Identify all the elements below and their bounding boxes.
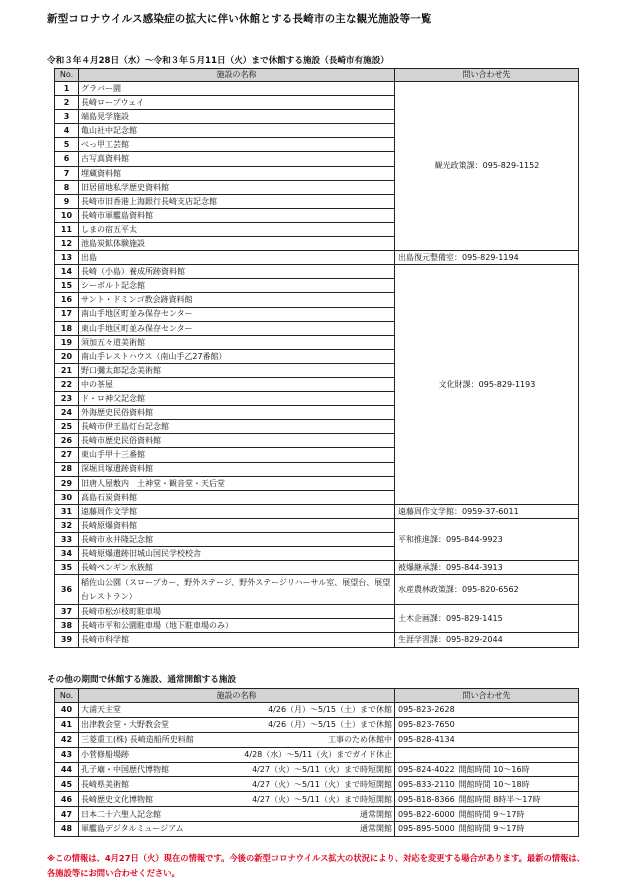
row-number: 48 bbox=[55, 822, 79, 837]
facility-name: 長崎市軍艦島資料館 bbox=[79, 208, 395, 222]
row-number: 46 bbox=[55, 792, 79, 807]
contact-cell: 土木企画課：095-829-1415 bbox=[395, 605, 579, 633]
table-header-row bbox=[55, 689, 579, 703]
facility-row-content bbox=[81, 750, 392, 759]
contact-cell: 生涯学習課：095-829-2044 bbox=[395, 633, 579, 647]
facility-name: シーボルト記念館 bbox=[79, 279, 395, 293]
row-number: 20 bbox=[55, 349, 79, 363]
table-row bbox=[55, 633, 579, 647]
facility-name: サント・ドミンゴ教会跡資料館 bbox=[79, 293, 395, 307]
facility-name: 日本二十六聖人記念館 bbox=[81, 809, 161, 819]
operating-period: 4/27（火）～5/11（火）まで時短開館 bbox=[252, 764, 392, 774]
facility-row-content bbox=[81, 824, 392, 833]
facility-name: 深堀貝塚遺跡資料館 bbox=[79, 462, 395, 476]
row-number: 18 bbox=[55, 321, 79, 335]
facility-cell bbox=[79, 732, 395, 747]
facility-name: 東山手甲十三番館 bbox=[79, 448, 395, 462]
table-row bbox=[55, 792, 579, 807]
facility-name: 南山手地区町並み保存センター bbox=[79, 307, 395, 321]
facility-name: ド・ロ神父記念館 bbox=[79, 392, 395, 406]
section2-table bbox=[54, 688, 579, 837]
table-row bbox=[55, 251, 579, 265]
table-row bbox=[55, 732, 579, 747]
facility-name: 出津教会堂・大野教会堂 bbox=[81, 720, 169, 730]
facility-name: 小菅修船場跡 bbox=[81, 750, 129, 760]
row-number: 39 bbox=[55, 633, 79, 647]
facility-name: 長崎市松が枝町駐車場 bbox=[79, 605, 395, 619]
facility-name: 東山手地区町並み保存センター bbox=[79, 321, 395, 335]
facility-name: 高島石炭資料館 bbox=[79, 490, 395, 504]
facility-name: 長崎原爆遺跡旧城山国民学校校舎 bbox=[79, 547, 395, 561]
facility-cell bbox=[79, 717, 395, 732]
facility-name: 池島炭鉱体験施設 bbox=[79, 237, 395, 251]
facility-row-content bbox=[81, 735, 392, 744]
contact-cell: 観光政策課：095-829-1152 bbox=[395, 82, 579, 251]
row-number: 44 bbox=[55, 762, 79, 777]
facility-name: 外海歴史民俗資料館 bbox=[79, 406, 395, 420]
row-number: 23 bbox=[55, 392, 79, 406]
contact-phone: 095-824-4022 bbox=[398, 764, 455, 774]
table-row bbox=[55, 762, 579, 777]
facility-name: 遠藤周作文学館 bbox=[79, 504, 395, 518]
row-number: 28 bbox=[55, 462, 79, 476]
contact-cell: 平和推進課：095-844-9923 bbox=[395, 518, 579, 560]
row-number: 10 bbox=[55, 208, 79, 222]
table-row bbox=[55, 703, 579, 718]
facility-name: 長崎市歴史民俗資料館 bbox=[79, 434, 395, 448]
row-number: 32 bbox=[55, 518, 79, 532]
col-header-name: 施設の名称 bbox=[79, 689, 395, 703]
section1-heading: 令和３年４月28日（水）～令和３年５月11日（火）まで休館する施設（長崎市有施設） bbox=[47, 56, 389, 66]
facility-name: 埋蔵資料館 bbox=[79, 166, 395, 180]
facility-name: 長崎市平和公園駐車場（地下駐車場のみ） bbox=[79, 619, 395, 633]
facility-name: 出島 bbox=[79, 251, 395, 265]
row-number: 24 bbox=[55, 406, 79, 420]
section2-heading: その他の期間で休館する施設、通常開館する施設 bbox=[47, 675, 237, 685]
col-header-contact: 問い合わせ先 bbox=[395, 689, 579, 703]
contact-cell bbox=[395, 807, 579, 822]
table-row bbox=[55, 504, 579, 518]
facility-name: 亀山社中記念館 bbox=[79, 124, 395, 138]
col-header-no: No. bbox=[55, 69, 79, 82]
table-row bbox=[55, 561, 579, 575]
facility-cell bbox=[79, 762, 395, 777]
operating-period: 4/26（月）～5/15（土）まで休館 bbox=[268, 705, 392, 715]
row-number: 3 bbox=[55, 110, 79, 124]
facility-name: 旧居留地私学歴史資料館 bbox=[79, 180, 395, 194]
facility-name: グラバー園 bbox=[79, 82, 395, 96]
row-number: 29 bbox=[55, 476, 79, 490]
row-number: 33 bbox=[55, 533, 79, 547]
facility-name: しまの宿五平太 bbox=[79, 222, 395, 236]
facility-name: 南山手レストハウス（南山手乙27番館） bbox=[79, 349, 395, 363]
facility-name: 軍艦島デジタルミュージアム bbox=[81, 824, 184, 834]
col-header-contact: 問い合わせ先 bbox=[395, 69, 579, 82]
table-row bbox=[55, 265, 579, 279]
row-number: 25 bbox=[55, 420, 79, 434]
table-row bbox=[55, 82, 579, 96]
contact-phone: 095-895-5000 bbox=[398, 824, 455, 834]
facility-row-content bbox=[81, 810, 392, 819]
row-number: 34 bbox=[55, 547, 79, 561]
facility-name: 長崎原爆資料館 bbox=[79, 518, 395, 532]
facility-name: 長崎県美術館 bbox=[81, 779, 129, 789]
contact-cell: 文化財課：095-829-1193 bbox=[395, 265, 579, 505]
table-row bbox=[55, 747, 579, 762]
table-row bbox=[55, 575, 579, 605]
contact-cell bbox=[395, 703, 579, 718]
contact-phone: 095-823-2628 bbox=[398, 705, 455, 715]
table-row bbox=[55, 822, 579, 837]
facility-cell bbox=[79, 747, 395, 762]
operating-period: 通常開館 bbox=[360, 824, 392, 834]
facility-row-content bbox=[81, 720, 392, 729]
contact-cell bbox=[395, 822, 579, 837]
contact-phone: 095-818-8366 bbox=[398, 794, 455, 804]
facility-name: 長崎（小島）養成所跡資料館 bbox=[79, 265, 395, 279]
contact-phone: 095-823-7650 bbox=[398, 720, 455, 730]
facility-name: 長崎ロープウェイ bbox=[79, 96, 395, 110]
section1-table bbox=[54, 68, 579, 648]
row-number: 22 bbox=[55, 377, 79, 391]
facility-name: べっ甲工芸館 bbox=[79, 138, 395, 152]
row-number: 40 bbox=[55, 703, 79, 718]
contact-phone: 095-833-2110 bbox=[398, 779, 455, 789]
facility-name: 三菱重工(株) 長崎造船所史料館 bbox=[81, 735, 194, 745]
contact-cell bbox=[395, 762, 579, 777]
row-number: 27 bbox=[55, 448, 79, 462]
facility-name: 稲佐山公園（スロープカー、野外ステージ、野外ステージリハーサル室、展望台、展望台レストラン） bbox=[79, 575, 395, 605]
opening-hours: 開館時間 8時半～17時 bbox=[458, 794, 541, 804]
facility-cell bbox=[79, 792, 395, 807]
facility-name: 長崎市伊王島灯台記念館 bbox=[79, 420, 395, 434]
row-number: 17 bbox=[55, 307, 79, 321]
opening-hours: 開館時間 9～17時 bbox=[458, 809, 525, 819]
row-number: 13 bbox=[55, 251, 79, 265]
row-number: 41 bbox=[55, 717, 79, 732]
operating-period: 4/27（火）～5/11（火）まで時短開館 bbox=[252, 794, 392, 804]
contact-cell: 水産農林政策課：095-820-6562 bbox=[395, 575, 579, 605]
operating-period: 4/28（水）～5/11（火）までガイド休止 bbox=[244, 750, 392, 760]
row-number: 14 bbox=[55, 265, 79, 279]
document-title: 新型コロナウイルス感染症の拡大に伴い休館とする長崎市の主な観光施設等一覧 bbox=[47, 13, 432, 25]
facility-row-content bbox=[81, 780, 392, 789]
row-number: 15 bbox=[55, 279, 79, 293]
row-number: 31 bbox=[55, 504, 79, 518]
opening-hours: 開館時間 10～18時 bbox=[458, 779, 530, 789]
facility-cell bbox=[79, 703, 395, 718]
row-number: 16 bbox=[55, 293, 79, 307]
contact-cell bbox=[395, 717, 579, 732]
opening-hours: 開館時間 9～17時 bbox=[458, 824, 525, 834]
row-number: 11 bbox=[55, 222, 79, 236]
row-number: 5 bbox=[55, 138, 79, 152]
row-number: 21 bbox=[55, 363, 79, 377]
row-number: 26 bbox=[55, 434, 79, 448]
table-row bbox=[55, 605, 579, 619]
contact-cell bbox=[395, 792, 579, 807]
row-number: 8 bbox=[55, 180, 79, 194]
facility-name: 孔子廟・中国歴代博物館 bbox=[81, 764, 169, 774]
contact-cell: 遠藤周作文学館：0959-37-6011 bbox=[395, 504, 579, 518]
facility-name: 長崎市永井隆記念館 bbox=[79, 533, 395, 547]
facility-name: 古写真資料館 bbox=[79, 152, 395, 166]
contact-phone: 095-828-4134 bbox=[398, 735, 455, 745]
row-number: 35 bbox=[55, 561, 79, 575]
table-row bbox=[55, 777, 579, 792]
row-number: 1 bbox=[55, 82, 79, 96]
facility-row-content bbox=[81, 765, 392, 774]
col-header-name: 施設の名称 bbox=[79, 69, 395, 82]
facility-name: 須加五々道美術館 bbox=[79, 335, 395, 349]
table-row bbox=[55, 518, 579, 532]
row-number: 36 bbox=[55, 575, 79, 605]
facility-name: 端島見学施設 bbox=[79, 110, 395, 124]
table-row bbox=[55, 717, 579, 732]
row-number: 42 bbox=[55, 732, 79, 747]
row-number: 9 bbox=[55, 194, 79, 208]
footnote: ※この情報は、4月27日（火）現在の情報です。今後の新型コロナウイルス拡大の状況により、対応を変更する場合があります。最新の情報は、各施設等にお問い合わせください。 bbox=[47, 853, 585, 878]
facility-name: 長崎市旧香港上海銀行長崎支店記念館 bbox=[79, 194, 395, 208]
contact-cell: 出島復元整備室：095-829-1194 bbox=[395, 251, 579, 265]
row-number: 37 bbox=[55, 605, 79, 619]
row-number: 19 bbox=[55, 335, 79, 349]
facility-name: 中の茶屋 bbox=[79, 377, 395, 391]
contact-cell bbox=[395, 732, 579, 747]
facility-cell bbox=[79, 807, 395, 822]
contact-cell bbox=[395, 777, 579, 792]
row-number: 47 bbox=[55, 807, 79, 822]
facility-name: 大浦天主堂 bbox=[81, 705, 121, 715]
row-number: 4 bbox=[55, 124, 79, 138]
operating-period: 通常開館 bbox=[360, 809, 392, 819]
contact-cell: 被爆継承課：095-844-3913 bbox=[395, 561, 579, 575]
col-header-no: No. bbox=[55, 689, 79, 703]
table-row bbox=[55, 807, 579, 822]
opening-hours: 開館時間 10～16時 bbox=[458, 764, 530, 774]
facility-name: 長崎歴史文化博物館 bbox=[81, 794, 153, 804]
facility-cell bbox=[79, 822, 395, 837]
contact-phone: 095-822-6000 bbox=[398, 809, 455, 819]
row-number: 30 bbox=[55, 490, 79, 504]
row-number: 12 bbox=[55, 237, 79, 251]
table-header-row bbox=[55, 69, 579, 82]
row-number: 6 bbox=[55, 152, 79, 166]
section1-rows bbox=[55, 82, 579, 648]
row-number: 7 bbox=[55, 166, 79, 180]
row-number: 38 bbox=[55, 619, 79, 633]
row-number: 2 bbox=[55, 96, 79, 110]
facility-name: 長崎ペンギン水族館 bbox=[79, 561, 395, 575]
facility-row-content bbox=[81, 705, 392, 714]
facility-name: 旧唐人屋敷内 土神堂・観音堂・天后堂 bbox=[79, 476, 395, 490]
operating-period: 工事のため休館中 bbox=[328, 735, 392, 745]
contact-cell bbox=[395, 747, 579, 762]
facility-row-content bbox=[81, 795, 392, 804]
section2-rows bbox=[55, 703, 579, 837]
operating-period: 4/27（火）～5/11（火）まで時短開館 bbox=[252, 779, 392, 789]
facility-cell bbox=[79, 777, 395, 792]
operating-period: 4/26（月）～5/15（土）まで休館 bbox=[268, 720, 392, 730]
row-number: 43 bbox=[55, 747, 79, 762]
facility-name: 野口彌太郎記念美術館 bbox=[79, 363, 395, 377]
facility-name: 長崎市科学館 bbox=[79, 633, 395, 647]
row-number: 45 bbox=[55, 777, 79, 792]
